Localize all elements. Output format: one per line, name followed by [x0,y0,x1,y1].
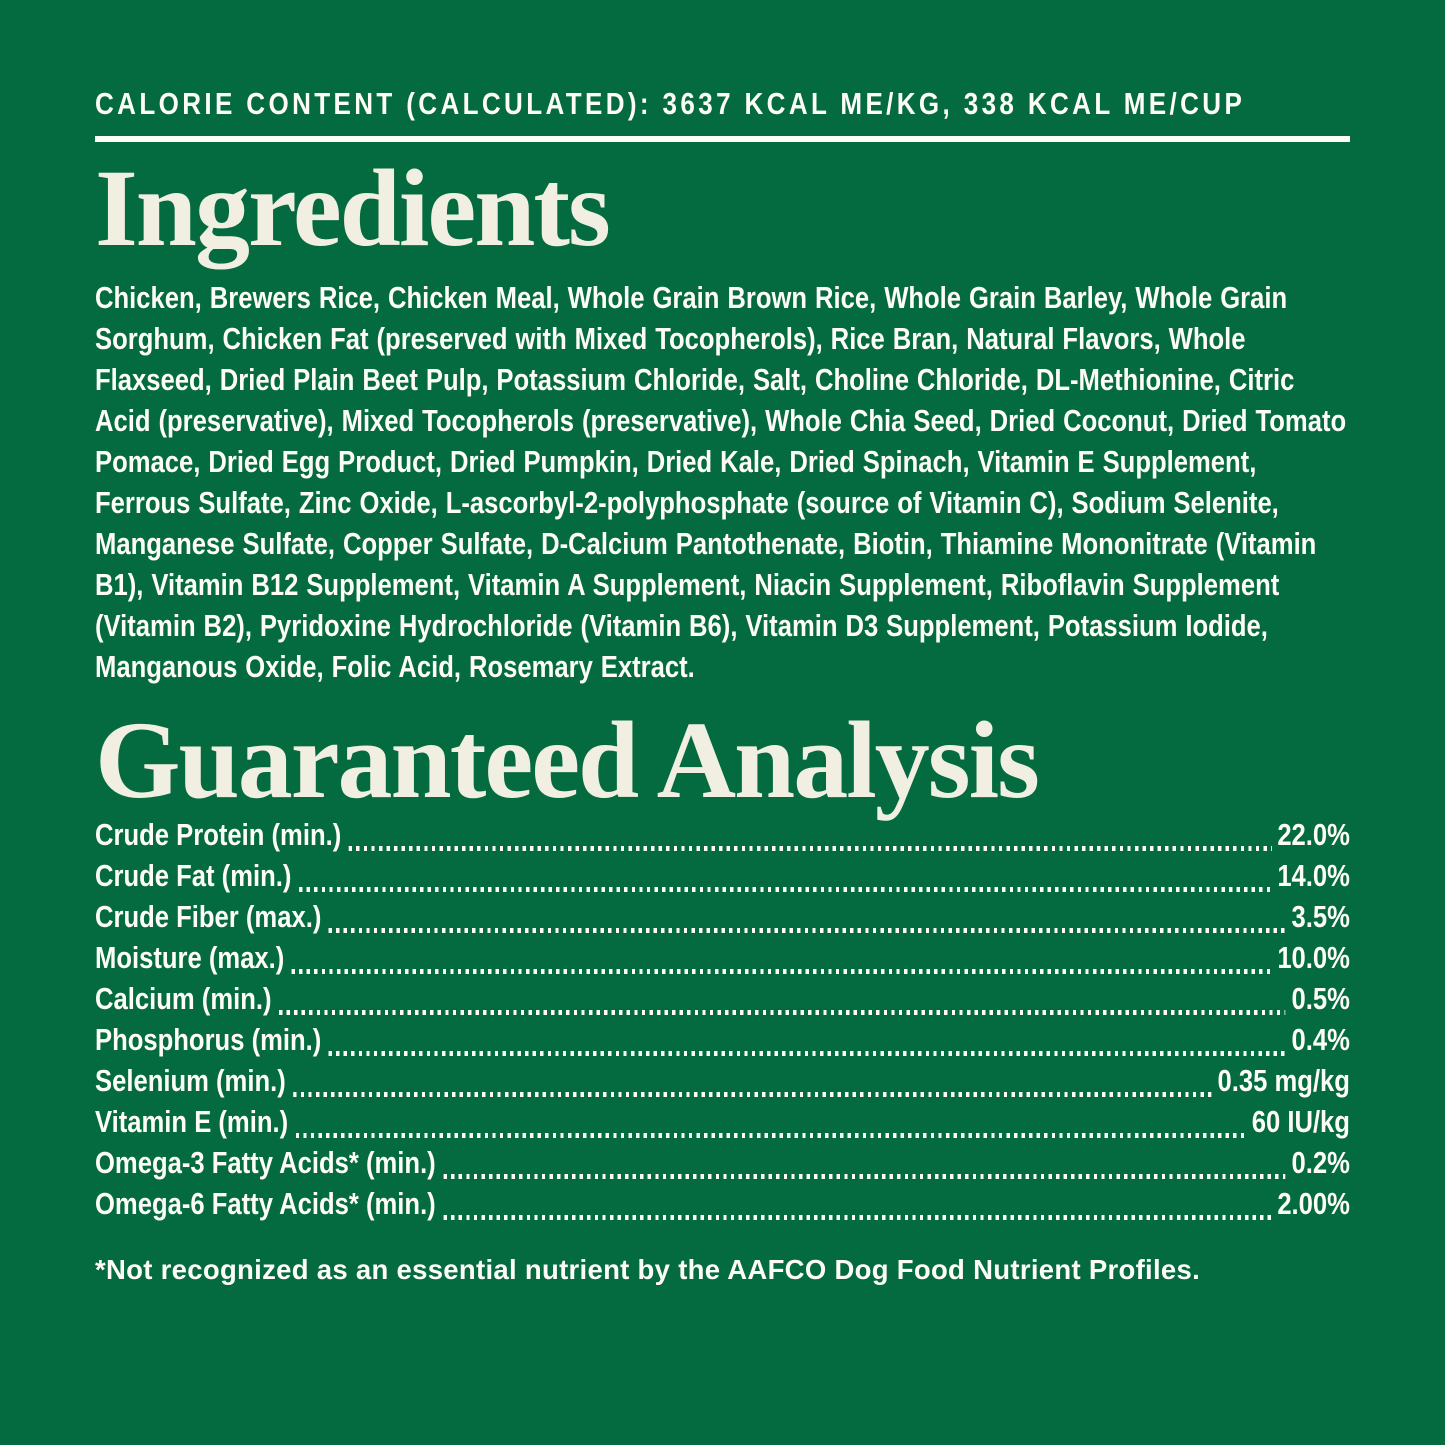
dotted-leader [293,1092,1211,1097]
analysis-row-value: 10.0% [1277,941,1350,975]
analysis-row-label: Calcium (min.) [95,982,272,1016]
analysis-row [95,1023,1350,1064]
analysis-row-label: Omega-3 Fatty Acids* (min.) [95,1146,436,1180]
analysis-row-value: 14.0% [1277,859,1350,893]
dotted-leader [279,1010,1286,1015]
dotted-leader [443,1215,1271,1220]
analysis-row-label: Phosphorus (min.) [95,1023,322,1057]
analysis-row [95,1064,1350,1105]
analysis-row-value: 2.00% [1277,1187,1350,1221]
analysis-row-value: 0.5% [1291,982,1350,1016]
analysis-rows [95,818,1350,1228]
analysis-row-value: 0.2% [1291,1146,1350,1180]
analysis-row-label: Vitamin E (min.) [95,1105,289,1139]
analysis-row-value: 3.5% [1291,900,1350,934]
divider-rule [95,136,1350,142]
dotted-leader [329,928,1286,933]
analysis-row [95,818,1350,859]
analysis-row [95,941,1350,982]
ingredients-title: Ingredients [95,147,609,269]
dotted-leader [329,1051,1286,1056]
dotted-leader [443,1174,1285,1179]
analysis-row-label: Selenium (min.) [95,1064,286,1098]
analysis-row [95,1187,1350,1228]
dotted-leader [349,846,1272,851]
dotted-leader [296,1133,1246,1138]
analysis-row [95,1105,1350,1146]
analysis-row-label: Omega-6 Fatty Acids* (min.) [95,1187,436,1221]
analysis-row-value: 22.0% [1277,818,1350,852]
dotted-leader [299,887,1271,892]
aafco-footnote: *Not recognized as an essential nutrient by the AAFCO Dog Food Nutrient Profiles. [95,1254,1201,1285]
analysis-row [95,900,1350,941]
analysis-row [95,982,1350,1023]
analysis-row [95,1146,1350,1187]
analysis-row-label: Moisture (max.) [95,941,285,975]
dotted-leader [292,969,1272,974]
analysis-row [95,859,1350,900]
analysis-row-value: 0.35 mg/kg [1217,1064,1350,1098]
analysis-row-label: Crude Fiber (max.) [95,900,322,934]
ingredients-text: Chicken, Brewers Rice, Chicken Meal, Whole Grain Brown Rice, Whole Grain Barley, Whole Grain Sorghum, Chicken Fat (preserved with Mixed Tocopherols), Rice Bran, Natural Flavors, Whole Flaxseed, Dried Plain Beet Pulp, Potassium Chloride, Salt, Choline Chloride, DL-Methionine, Citric Acid (preservative), Mixed Tocopherols (preservative), Whole Chia Seed, Dried Coconut, Dried Tomato Pomace, Dried Egg Product, Dried Pumpkin, Dried Kale, Dried Spinach, Vitamin E Supplement, Ferrous Sulfate, Zinc Oxide, L-ascorbyl-2-polyphosphate (source of Vitamin C), Sodium Selenite, Manganese Sulfate, Copper Sulfate, D-Calcium Pantothenate, Biotin, Thiamine Mononitrate (Vitamin B1), Vitamin B12 Supplement, Vitamin A Supplement, Niacin Supplement, Riboflavin Supplement (Vitamin B2), Pyridoxine Hydrochloride (Vitamin B6), Vitamin D3 Supplement, Potassium Iodide, Manganous Oxide, Folic Acid, Rosemary Extract. [95,281,1347,684]
analysis-row-label: Crude Fat (min.) [95,859,292,893]
calorie-content-line: CALORIE CONTENT (CALCULATED): 3637 KCAL ME/KG, 338 KCAL ME/CUP [95,86,1246,121]
guaranteed-analysis-title: Guaranteed Analysis [95,699,1038,821]
analysis-row-value: 0.4% [1291,1023,1350,1057]
analysis-row-label: Crude Protein (min.) [95,818,342,852]
analysis-row-value: 60 IU/kg [1251,1105,1350,1139]
